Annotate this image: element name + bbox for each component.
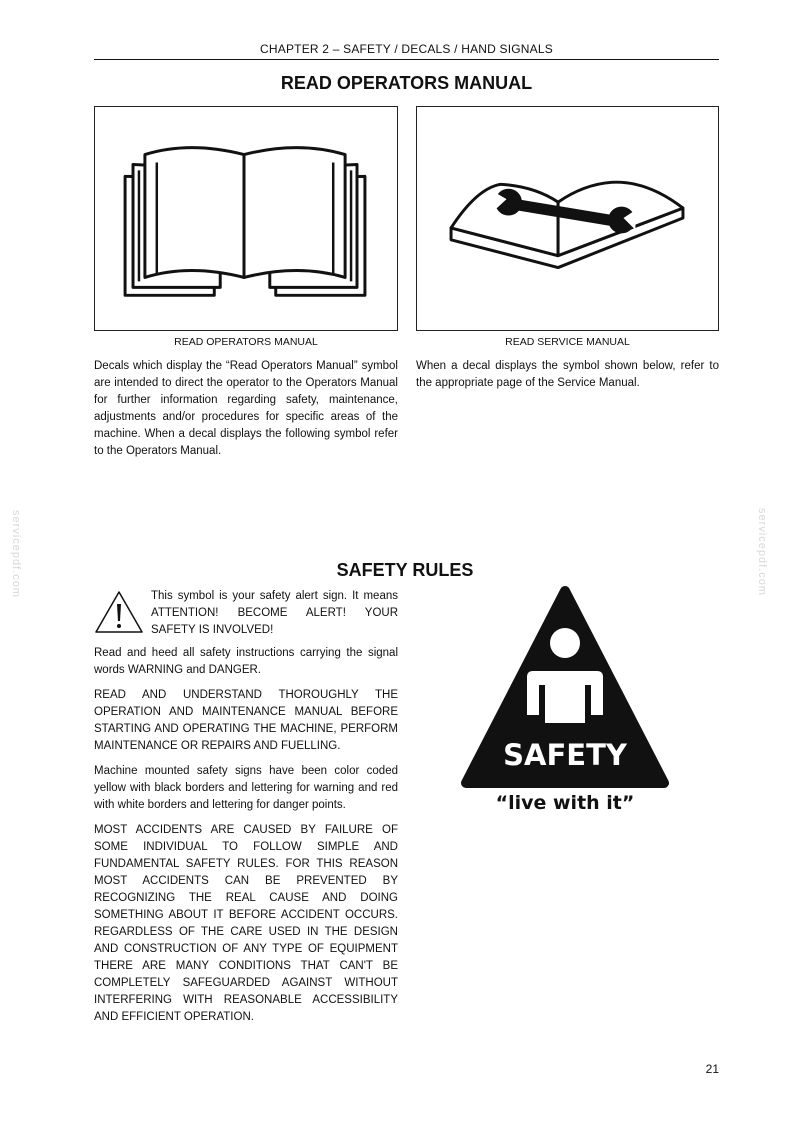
paragraph: Read and heed all safety instructions carrying the signal words WARNING and DANGER. [94, 647, 398, 676]
person-head-icon [550, 628, 580, 658]
paragraph: Machine mounted safety signs have been color coded yellow with black borders and lettering for warning and red with white borders and lettering for danger points. [94, 765, 398, 811]
figure-read-service-manual [416, 106, 719, 331]
caption-read-operators-manual: READ OPERATORS MANUAL [174, 336, 318, 348]
paragraph: READ AND UNDERSTAND THOROUGHLY THE OPERATION AND MAINTENANCE MANUAL BEFORE STARTING AND OPERATING THE MACHINE, PERFORM MAINTENANCE OR REPAIRS AND FUELLING. [94, 689, 398, 752]
safety-logo-slogan: “live with it” [495, 792, 635, 814]
warning-triangle-icon [94, 590, 144, 634]
chapter-header: CHAPTER 2 – SAFETY / DECALS / HAND SIGNALS [260, 42, 553, 56]
header-divider [94, 59, 719, 60]
safety-logo [460, 585, 670, 825]
paragraph: Decals which display the “Read Operators Manual” symbol are intended to direct the operator to the Operators Manual for further information regarding safety, maintenance, adjustments and/or procedures for specific areas of the machine. When a decal displays the following symbol refer to the Operators Manual. [94, 360, 398, 457]
open-book-icon [95, 107, 397, 330]
safety-logo-word: SAFETY [503, 738, 627, 772]
watermark: servicepdf.com [10, 510, 22, 598]
service-manual-paragraph [416, 358, 719, 400]
safety-alert-block [94, 588, 398, 640]
page-number: 21 [705, 1062, 719, 1076]
safety-alert-text: This symbol is your safety alert sign. It means ATTENTION! BECOME ALERT! YOUR SAFETY IS INVOLVED! [151, 590, 398, 636]
section-title-read-manual: READ OPERATORS MANUAL [280, 73, 533, 93]
watermark: servicepdf.com [756, 508, 768, 596]
operators-manual-paragraph [94, 358, 398, 468]
figure-read-operators-manual [94, 106, 398, 331]
section-title-safety-rules: SAFETY RULES [336, 560, 474, 580]
paragraph: When a decal displays the symbol shown below, refer to the appropriate page of the Service Manual. [416, 360, 719, 389]
book-wrench-icon [417, 107, 718, 330]
caption-read-service-manual: READ SERVICE MANUAL [505, 336, 630, 348]
safety-rules-text [94, 645, 398, 1034]
paragraph: MOST ACCIDENTS ARE CAUSED BY FAILURE OF SOME INDIVIDUAL TO FOLLOW SIMPLE AND FUNDAMENTAL SAFETY RULES. FOR THIS REASON MOST ACCIDENTS CAN BE PREVENTED BY RECOGNIZING THE REAL CAUSE AND DOING SOMETHING ABOUT IT BEFORE ACCIDENT OCCURS. REGARDLESS OF THE CARE USED IN THE DESIGN AND CONSTRUCTION OF ANY TYPE OF EQUIPMENT THERE ARE MANY CONDITIONS THAT CAN'T BE COMPLETELY SAFEGUARDED AGAINST WITHOUT INTERFERING WITH REASONABLE ACCESSIBILITY AND EFFICIENT OPERATION. [94, 824, 398, 1023]
